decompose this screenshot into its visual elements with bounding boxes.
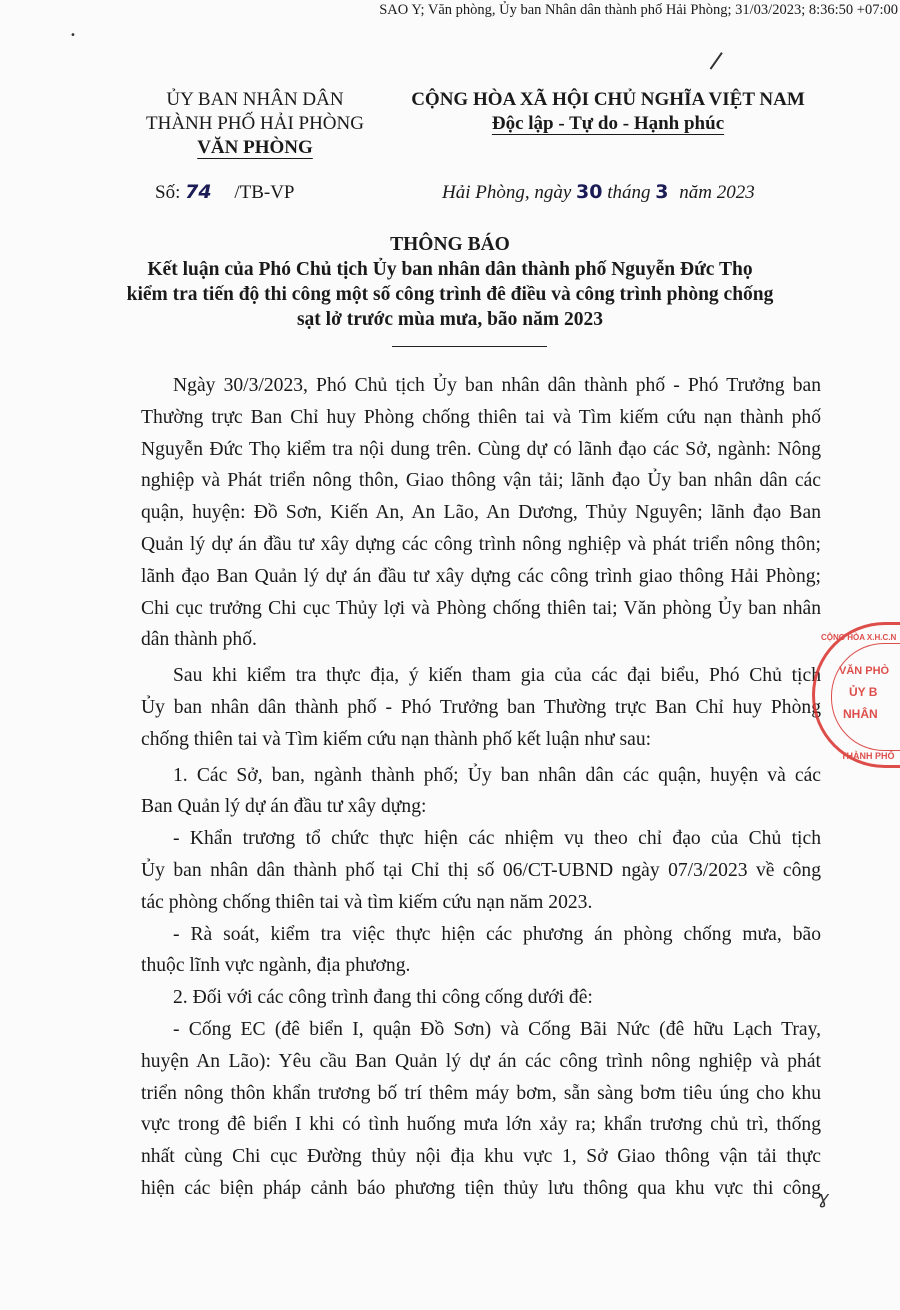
body-line: tác phòng chống thiên tai và tìm kiếm cứu nạn năm 2023. (141, 891, 593, 913)
org-line-3: VĂN PHÒNG (197, 137, 313, 158)
title-subtitle-line: kiểm tra tiến độ thi công một số công trình đê điều và công trình phòng chống (126, 284, 774, 305)
document-body (141, 370, 821, 1205)
date-month-label: tháng (607, 182, 651, 203)
body-line: Sau khi kiểm tra thực địa, ý kiến tham gia của các đại biểu, Phó Chủ tịch (173, 665, 821, 687)
handwritten-number: 74 (185, 181, 212, 203)
title-divider (392, 346, 547, 347)
body-line: - Rà soát, kiểm tra việc thực hiện các phương án phòng chống mưa, bão (173, 923, 821, 945)
body-line: dân thành phố. (141, 629, 257, 651)
body-line: 1. Các Sở, ban, ngành thành phố; Ủy ban nhân dân các quận, huyện và các (173, 764, 821, 786)
seal-ring-text: CỘNG HÒA X.H.C.N (821, 633, 897, 642)
initial-mark: ɣ (818, 1188, 829, 1209)
title-subtitle-line: Kết luận của Phó Chủ tịch Ủy ban nhân dân thành phố Nguyễn Đức Thọ (147, 259, 753, 280)
body-line: - Khẩn trương tổ chức thực hiện các nhiệm vụ theo chỉ đạo của Chủ tịch (173, 828, 821, 850)
nation-motto: Độc lập - Tự do - Hạnh phúc (491, 113, 725, 134)
body-line: Ban Quản lý dự án đầu tư xây dựng: (141, 796, 427, 818)
national-header (398, 88, 818, 136)
nation-line-1: CỘNG HÒA XÃ HỘI CHỦ NGHĨA VIỆT NAM (411, 89, 805, 110)
issuing-organization (125, 88, 385, 160)
seal-inner-line-3: NHÂN (843, 707, 878, 721)
seal-inner-line-1: VĂN PHÒ (839, 665, 890, 677)
body-line: Nguyễn Đức Thọ kiểm tra nội dung trên. Cùng dự có lãnh đạo các Sở, ngành: Nông (141, 438, 821, 460)
pen-mark (710, 52, 723, 69)
body-line: triển nông thôn khẩn trương bố trí thêm máy bơm, sẵn sàng bơm tiêu úng cho khu (141, 1082, 821, 1104)
body-line: quận, huyện: Đồ Sơn, Kiến An, An Lão, An Dương, Thủy Nguyên; lãnh đạo Ban (141, 502, 821, 524)
seal-bottom-text: THÀNH PHỐ (841, 751, 895, 761)
body-line: Ủy ban nhân dân thành phố tại Chỉ thị số 06/CT-UBND ngày 07/3/2023 về công (141, 859, 821, 881)
date-year: năm 2023 (679, 182, 755, 203)
body-line: chống thiên tai và Tìm kiếm cứu nạn thành phố kết luận như sau: (141, 728, 652, 750)
body-line: lãnh đạo Ban Quản lý dự án đầu tư xây dựng các công trình giao thông Hải Phòng; (141, 565, 821, 587)
body-line: Ngày 30/3/2023, Phó Chủ tịch Ủy ban nhân dân thành phố - Phó Trưởng ban (173, 375, 821, 396)
document-number (155, 181, 295, 204)
body-line: nghiệp và Phát triển nông thôn, Giao thông vận tải; lãnh đạo Ủy ban nhân dân các (141, 470, 821, 492)
body-line: Quản lý dự án đầu tư xây dựng các công trình nông nghiệp và phát triển nông thôn; (141, 533, 821, 555)
body-line: Thường trực Ban Chỉ huy Phòng chống thiên tai và Tìm kiếm cứu nạn thành phố (141, 406, 821, 428)
date-place: Hải Phòng, ngày (442, 182, 572, 203)
body-line: vực trong đê biển I khi có tình huống mưa lớn xảy ra; khẩn trương chủ trì, thống (141, 1114, 821, 1136)
body-line: nhất cùng Chi cục Đường thủy nội địa khu vực 1, Sở Giao thông vận tải thực (141, 1146, 821, 1168)
body-line: 2. Đối với các công trình đang thi công cống dưới đê: (173, 987, 593, 1009)
org-line-1: ỦY BAN NHÂN DÂN (166, 89, 344, 110)
date-day: 30 (576, 181, 603, 203)
date-month: 3 (655, 181, 669, 203)
body-line: - Cống EC (đê biển I, quận Đồ Sơn) và Cống Bãi Nức (đê hữu Lạch Tray, (173, 1018, 821, 1040)
body-line: hiện các biện pháp cảnh báo phương tiện thủy lưu thông qua khu vực thi công (141, 1177, 821, 1199)
digital-copy-stamp: SAO Y; Văn phòng, Ủy ban Nhân dân thành phố Hải Phòng; 31/03/2023; 8:36:50 +07:00 (379, 2, 898, 18)
body-line: Ủy ban nhân dân thành phố - Phó Trưởng ban Thường trực Ban Chỉ huy Phòng (141, 696, 821, 718)
number-suffix: /TB-VP (234, 182, 295, 203)
org-line-2: THÀNH PHỐ HẢI PHÒNG (146, 113, 364, 134)
body-line: Chi cục trưởng Chi cục Thủy lợi và Phòng chống thiên tai; Văn phòng Ủy ban nhân (141, 597, 821, 619)
scan-speck: • (70, 30, 76, 41)
document-title (0, 232, 900, 332)
title-heading: THÔNG BÁO (390, 234, 510, 255)
number-prefix: Số: (155, 182, 181, 203)
seal-inner-line-2: ỦY B (849, 685, 878, 699)
title-subtitle-line: sạt lở trước mùa mưa, bão năm 2023 (296, 309, 604, 330)
official-seal (812, 622, 900, 768)
document-date (442, 181, 755, 204)
body-line: thuộc lĩnh vực ngành, địa phương. (141, 955, 411, 977)
body-line: huyện An Lão): Yêu cầu Ban Quản lý dự án các công trình nông nghiệp và phát (141, 1050, 821, 1072)
